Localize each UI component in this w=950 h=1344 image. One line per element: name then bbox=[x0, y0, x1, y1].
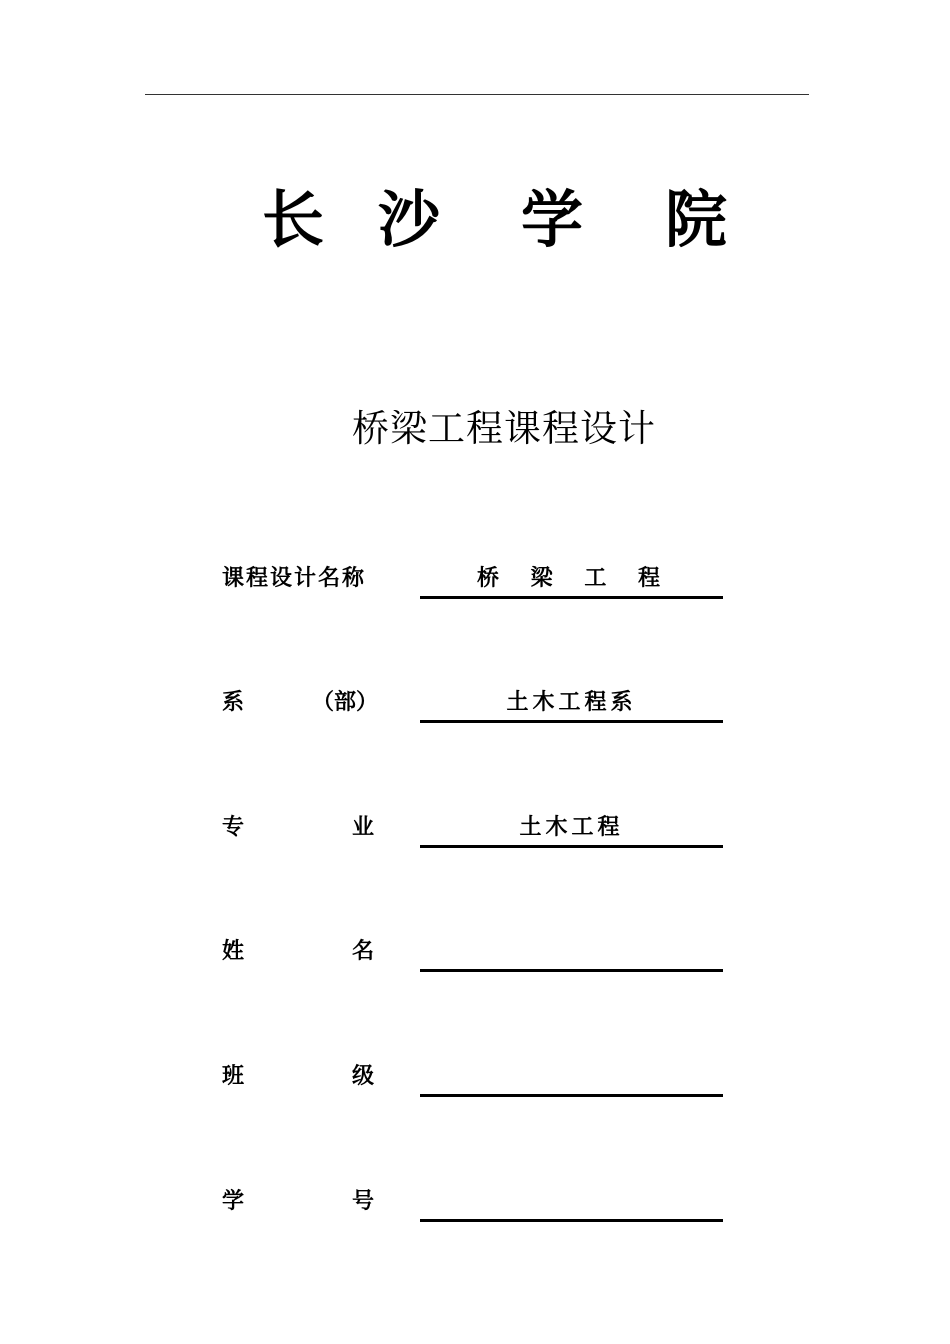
field-label-right: 号 bbox=[352, 1188, 375, 1214]
school-name bbox=[0, 180, 950, 260]
document-title: 桥梁工程课程设计 bbox=[352, 407, 656, 450]
field-major bbox=[0, 809, 950, 859]
field-label-right: 名 bbox=[352, 938, 375, 964]
field-student-id bbox=[0, 1183, 950, 1233]
field-class bbox=[0, 1058, 950, 1108]
school-name-char: 长 bbox=[262, 183, 325, 256]
class-field[interactable] bbox=[420, 1058, 723, 1097]
school-name-char: 院 bbox=[665, 183, 728, 256]
field-label-right: 业 bbox=[352, 814, 375, 840]
field-label-left: 学 bbox=[222, 1188, 245, 1214]
school-name-char: 学 bbox=[521, 183, 584, 256]
field-student-name bbox=[0, 933, 950, 983]
department-field[interactable]: 土木工程系 bbox=[420, 684, 723, 723]
major-field[interactable]: 土木工程 bbox=[420, 809, 723, 848]
field-label-left: 姓 bbox=[222, 938, 245, 964]
field-label-right: （部） bbox=[312, 689, 379, 715]
student-name-field[interactable] bbox=[420, 933, 723, 972]
field-course-name bbox=[0, 560, 950, 610]
top-divider bbox=[145, 94, 809, 95]
student-id-field[interactable] bbox=[420, 1183, 723, 1222]
school-name-char: 沙 bbox=[378, 183, 441, 256]
field-label-left: 班 bbox=[222, 1063, 245, 1089]
field-label-right: 级 bbox=[352, 1063, 375, 1089]
course-name-field[interactable]: 桥 梁 工 程 bbox=[420, 560, 723, 599]
field-label-left: 专 bbox=[222, 814, 245, 840]
field-label-left: 系 bbox=[222, 689, 245, 715]
field-label: 课程设计名称 bbox=[222, 565, 367, 591]
field-department bbox=[0, 684, 950, 734]
